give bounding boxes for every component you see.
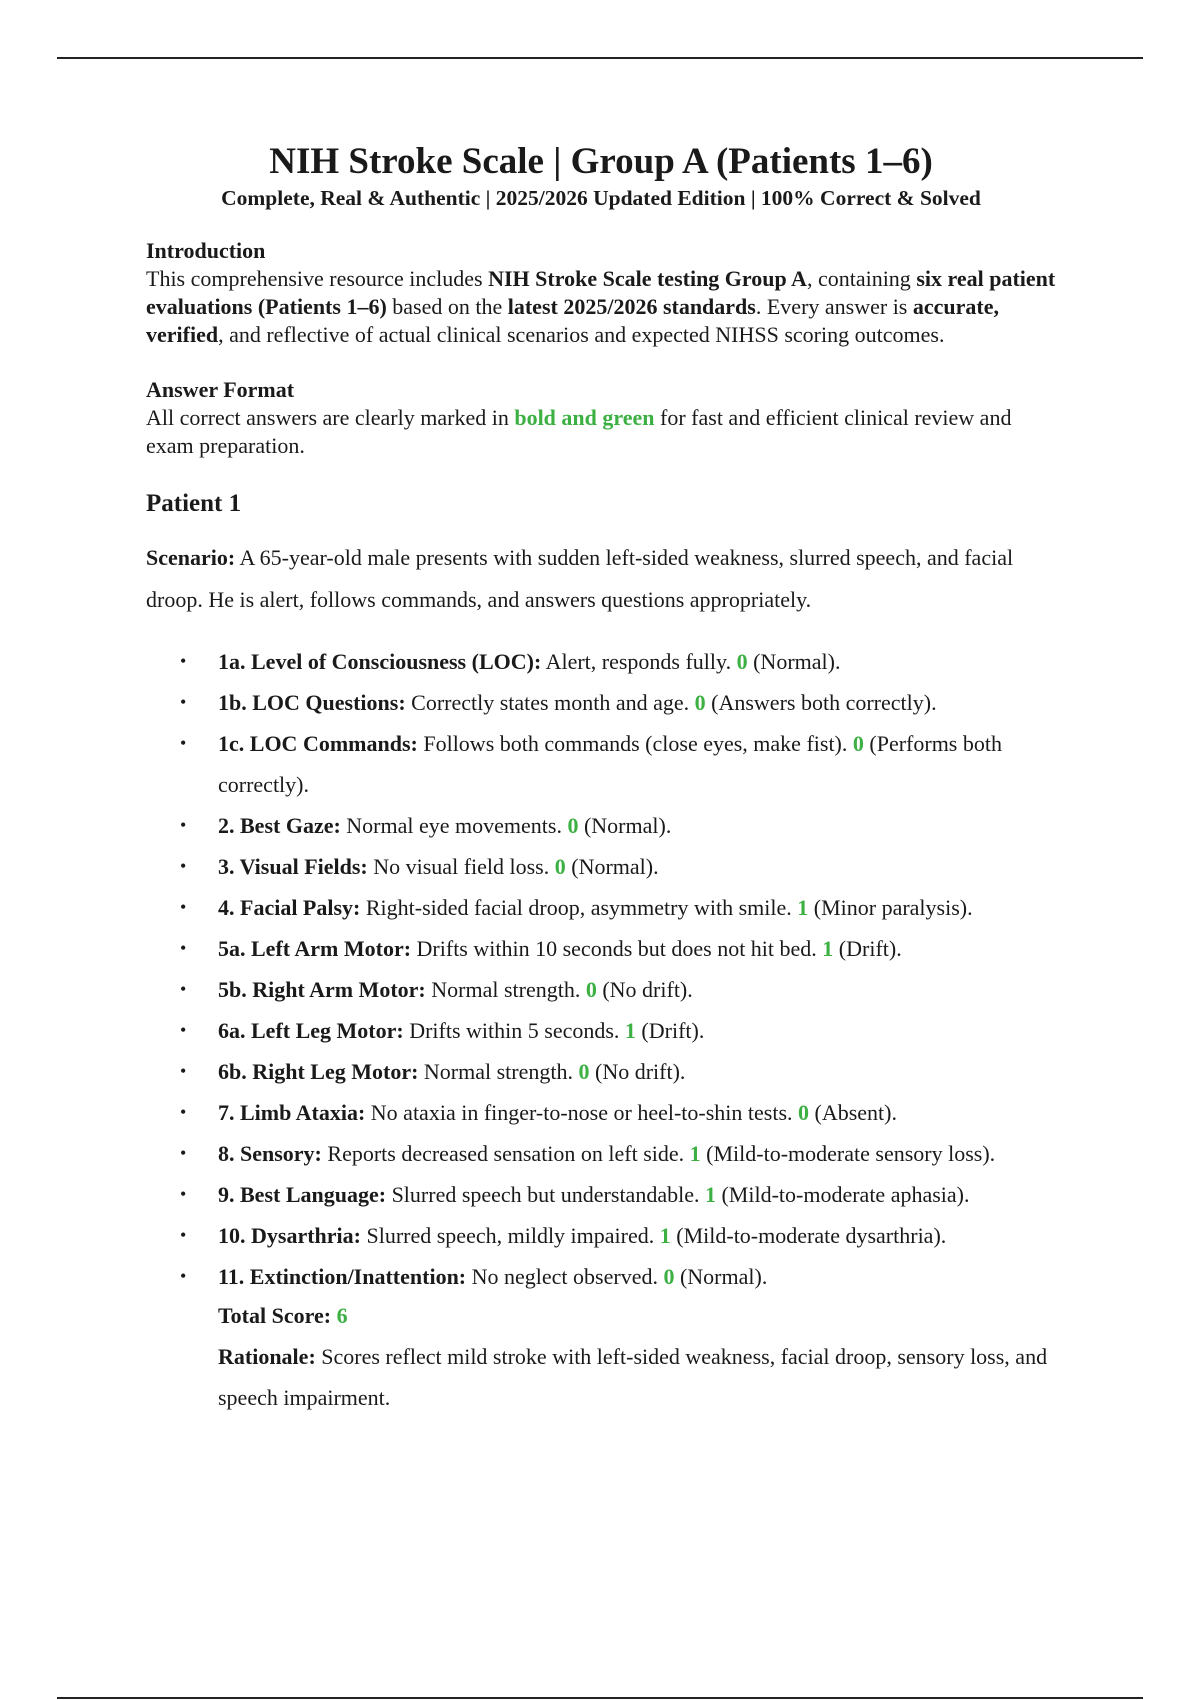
item-score: 0: [567, 813, 579, 838]
item-score: 1: [822, 936, 834, 961]
item-description: Slurred speech, mildly impaired.: [360, 1223, 660, 1248]
item-description: Slurred speech but understandable.: [386, 1182, 705, 1207]
scenario-label: Scenario:: [146, 545, 236, 570]
item-score: 1: [624, 1018, 636, 1043]
item-label: 5a. Left Arm Motor:: [218, 936, 412, 961]
item-note: (Normal).: [747, 649, 841, 674]
nihss-item: [146, 928, 1056, 969]
list-bullet: •: [180, 1061, 187, 1081]
nihss-item: [146, 1256, 1056, 1297]
item-label: 9. Best Language:: [218, 1182, 387, 1207]
nihss-item: [146, 887, 1056, 928]
item-score: 0: [585, 977, 597, 1002]
nihss-item: [146, 1010, 1056, 1051]
list-bullet: •: [180, 651, 187, 671]
nihss-item: [146, 1133, 1056, 1174]
item-note: (Mild-to-moderate aphasia).: [715, 1182, 970, 1207]
introduction-heading: Introduction: [146, 238, 266, 263]
item-label: 11. Extinction/Inattention:: [218, 1264, 467, 1289]
nihss-item: [146, 969, 1056, 1010]
item-label: 10. Dysarthria:: [218, 1223, 361, 1248]
list-bullet: •: [180, 1266, 187, 1286]
item-description: No visual field loss.: [367, 854, 555, 879]
nihss-item: [146, 1215, 1056, 1256]
item-score: 1: [797, 895, 809, 920]
total-score: [146, 1295, 1056, 1336]
item-label: 6a. Left Leg Motor:: [218, 1018, 404, 1043]
list-bullet: •: [180, 1225, 187, 1245]
list-bullet: •: [180, 897, 187, 917]
list-bullet: •: [180, 1102, 187, 1122]
nihss-item: [146, 1174, 1056, 1215]
answer-format-heading: Answer Format: [146, 377, 295, 402]
bottom-rule: [57, 1697, 1143, 1699]
intro-text: This comprehensive resource includes: [146, 266, 489, 291]
item-note: (Drift).: [635, 1018, 705, 1043]
item-description: No neglect observed.: [466, 1264, 664, 1289]
item-note: (Drift).: [833, 936, 902, 961]
item-score: 0: [578, 1059, 590, 1084]
document-subtitle: Complete, Real & Authentic | 2025/2026 Updated Edition | 100% Correct & Solved: [221, 186, 981, 210]
item-description: Right-sided facial droop, asymmetry with smile.: [360, 895, 798, 920]
item-description: Follows both commands (close eyes, make fist).: [417, 731, 853, 756]
nihss-item: [146, 641, 1056, 682]
top-rule: [57, 57, 1143, 59]
item-description: No ataxia in finger-to-nose or heel-to-shin tests.: [365, 1100, 799, 1125]
item-label: 1b. LOC Questions:: [218, 690, 406, 715]
item-description: Drifts within 5 seconds.: [403, 1018, 625, 1043]
document-title: NIH Stroke Scale | Group A (Patients 1–6): [269, 141, 933, 182]
list-bullet: •: [180, 1020, 187, 1040]
list-bullet: •: [180, 938, 187, 958]
nihss-item: [146, 723, 1056, 805]
intro-text: based on the: [386, 294, 508, 319]
item-note: (No drift).: [596, 977, 693, 1002]
scenario-paragraph: [146, 537, 1056, 621]
item-note: (Normal).: [565, 854, 659, 879]
item-score: 1: [689, 1141, 701, 1166]
item-score: 0: [852, 731, 864, 756]
item-score: 1: [659, 1223, 671, 1248]
format-green-text: bold and green: [514, 405, 655, 430]
item-description: Correctly states month and age.: [405, 690, 695, 715]
total-score-label: Total Score:: [218, 1303, 332, 1328]
intro-bold: accurate, verified: [146, 294, 999, 347]
item-note: (Minor paralysis).: [808, 895, 973, 920]
item-score: 0: [798, 1100, 810, 1125]
nihss-item: [146, 682, 1056, 723]
intro-text: , and reflective of actual clinical scenarios and expected NIHSS scoring outcomes.: [218, 322, 945, 347]
item-score: 0: [554, 854, 566, 879]
item-description: Normal strength.: [425, 977, 586, 1002]
format-text: All correct answers are clearly marked in: [146, 405, 515, 430]
item-label: 8. Sensory:: [218, 1141, 322, 1166]
nihss-item: [146, 1051, 1056, 1092]
item-note: (Normal).: [674, 1264, 768, 1289]
item-description: Normal strength.: [418, 1059, 579, 1084]
rationale-text: Scores reflect mild stroke with left-sided weakness, facial droop, sensory loss, and speech impairment.: [218, 1344, 1048, 1410]
item-label: 1a. Level of Consciousness (LOC):: [218, 649, 542, 674]
item-note: (Absent).: [809, 1100, 897, 1125]
total-score-value: 6: [336, 1303, 348, 1328]
list-bullet: •: [180, 856, 187, 876]
item-description: Normal eye movements.: [340, 813, 568, 838]
item-score: 0: [694, 690, 706, 715]
format-text: for fast and efficient clinical review and exam preparation.: [146, 405, 1012, 458]
nihss-item: [146, 1092, 1056, 1133]
item-label: 2. Best Gaze:: [218, 813, 341, 838]
nihss-item: [146, 846, 1056, 887]
item-label: 6b. Right Leg Motor:: [218, 1059, 419, 1084]
document-body: [146, 140, 1056, 1418]
nihss-item: [146, 805, 1056, 846]
intro-bold: latest 2025/2026 standards: [507, 294, 756, 319]
item-note: (Mild-to-moderate sensory loss).: [700, 1141, 996, 1166]
item-note: (Mild-to-moderate dysarthria).: [670, 1223, 947, 1248]
list-bullet: •: [180, 733, 187, 753]
intro-bold: NIH Stroke Scale testing Group A: [488, 266, 807, 291]
item-description: Alert, responds fully.: [541, 649, 737, 674]
item-description: Drifts within 10 seconds but does not hit bed.: [411, 936, 823, 961]
scenario-text: A 65-year-old male presents with sudden left-sided weakness, slurred speech, and facial droop. He is alert, follows commands, and answers questions appropriately.: [146, 545, 1014, 612]
intro-bold: six real patient evaluations (Patients 1–6): [146, 266, 1056, 319]
list-bullet: •: [180, 692, 187, 712]
item-label: 1c. LOC Commands:: [218, 731, 418, 756]
item-score: 1: [704, 1182, 716, 1207]
item-label: 3. Visual Fields:: [218, 854, 368, 879]
rationale: [146, 1336, 1056, 1418]
item-score: 0: [736, 649, 748, 674]
item-note: (Performs both correctly).: [218, 731, 1002, 797]
patient-heading: Patient 1: [146, 490, 242, 517]
item-label: 4. Facial Palsy:: [218, 895, 361, 920]
list-bullet: •: [180, 815, 187, 835]
item-note: (No drift).: [589, 1059, 686, 1084]
intro-text: . Every answer is: [755, 294, 913, 319]
item-description: Reports decreased sensation on left side.: [321, 1141, 690, 1166]
item-note: (Normal).: [578, 813, 672, 838]
intro-text: , containing: [806, 266, 917, 291]
item-label: 5b. Right Arm Motor:: [218, 977, 426, 1002]
nihss-item-list: [146, 641, 1056, 1297]
list-bullet: •: [180, 1143, 187, 1163]
item-note: (Answers both correctly).: [705, 690, 937, 715]
introduction-paragraph: [146, 265, 1056, 349]
list-bullet: •: [180, 1184, 187, 1204]
rationale-label: Rationale:: [218, 1344, 316, 1369]
answer-format-paragraph: [146, 404, 1056, 460]
item-score: 0: [663, 1264, 675, 1289]
item-label: 7. Limb Ataxia:: [218, 1100, 366, 1125]
list-bullet: •: [180, 979, 187, 999]
